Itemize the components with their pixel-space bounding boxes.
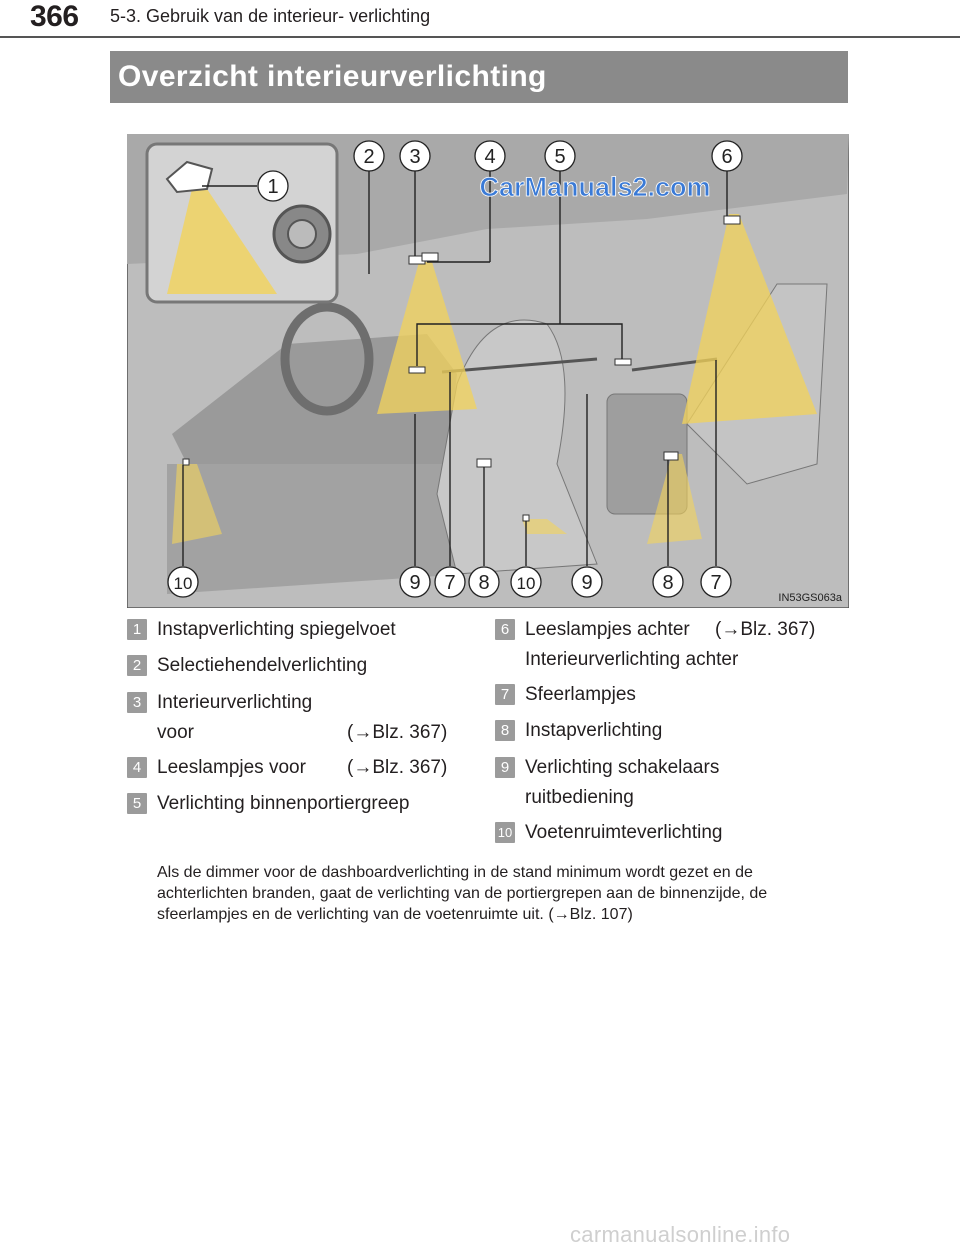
badge-8: 8 xyxy=(495,720,515,741)
badge-7: 7 xyxy=(495,684,515,705)
footer-watermark: carmanualsonline.info xyxy=(570,1222,791,1247)
badge-1: 1 xyxy=(127,619,147,640)
legend-ref-4: (→Blz. 367) xyxy=(347,757,448,778)
legend-text-9b: ruitbediening xyxy=(525,787,634,808)
interior-lighting-figure xyxy=(127,134,849,608)
legend-text-6: Leeslampjes achter xyxy=(525,619,690,640)
badge-3: 3 xyxy=(127,692,147,713)
badge-9: 9 xyxy=(495,757,515,778)
callout-2-label: 2 xyxy=(363,146,375,168)
legend xyxy=(127,615,849,855)
badge-5: 5 xyxy=(127,793,147,814)
note-paragraph: Als de dimmer voor de dashboardverlichting in de stand minimum wordt gezet en de achterlichten branden, gaat de verlichting van de portiergrepen aan de binnenzijde, de sfeerlampjes en de verlichting van de voetenruimte uit. (→Blz. 107) xyxy=(157,864,768,923)
figure-watermark: CarManuals2.com xyxy=(479,172,711,202)
page-number: 366 xyxy=(30,0,79,33)
callout-bottom-8a-label: 8 xyxy=(478,572,490,594)
legend-text-2: Selectiehendelverlichting xyxy=(157,655,368,676)
badge-4: 4 xyxy=(127,757,147,778)
section-title-bar xyxy=(110,51,848,103)
legend-text-8: Instapverlichting xyxy=(525,720,663,741)
legend-text-1: Instapverlichting spiegelvoet xyxy=(157,619,396,640)
legend-text-3: Interieurverlichting xyxy=(157,692,313,713)
legend-text-6b: Interieurverlichting achter xyxy=(525,649,739,670)
legend-text-7: Sfeerlampjes xyxy=(525,684,636,705)
callout-bottom-10b-label: 10 xyxy=(516,574,536,593)
badge-6: 6 xyxy=(495,619,515,640)
legend-text-3b: voor xyxy=(157,722,194,743)
legend-text-4: Leeslampjes voor xyxy=(157,757,306,778)
figure-code: IN53GS063a xyxy=(778,592,842,604)
legend-ref-3: (→Blz. 367) xyxy=(347,722,448,743)
running-head: 5-3. Gebruik van de interieur- verlichting xyxy=(110,6,431,26)
legend-text-10: Voetenruimteverlichting xyxy=(525,822,723,843)
badge-10: 10 xyxy=(495,822,515,843)
section-title: Overzicht interieurverlichting xyxy=(118,60,547,93)
callout-5-label: 5 xyxy=(554,146,566,168)
legend-text-5: Verlichting binnenportiergreep xyxy=(157,793,410,814)
callout-4-label: 4 xyxy=(484,146,496,168)
callout-3-label: 3 xyxy=(409,146,421,168)
badge-2: 2 xyxy=(127,655,147,676)
callout-1-label: 1 xyxy=(267,176,279,198)
legend-text-9: Verlichting schakelaars xyxy=(525,757,720,778)
header-rule xyxy=(0,36,960,38)
callout-bottom-7b-label: 7 xyxy=(710,572,722,594)
callout-bottom-9b-label: 9 xyxy=(581,572,593,594)
callout-bottom-8b-label: 8 xyxy=(662,572,674,594)
callout-bottom-7a-label: 7 xyxy=(444,572,456,594)
callout-bottom-10a-label: 10 xyxy=(173,574,193,593)
callout-6-label: 6 xyxy=(721,146,733,168)
callout-bottom-9a-label: 9 xyxy=(409,572,421,594)
legend-ref-6: (→Blz. 367) xyxy=(715,619,816,640)
